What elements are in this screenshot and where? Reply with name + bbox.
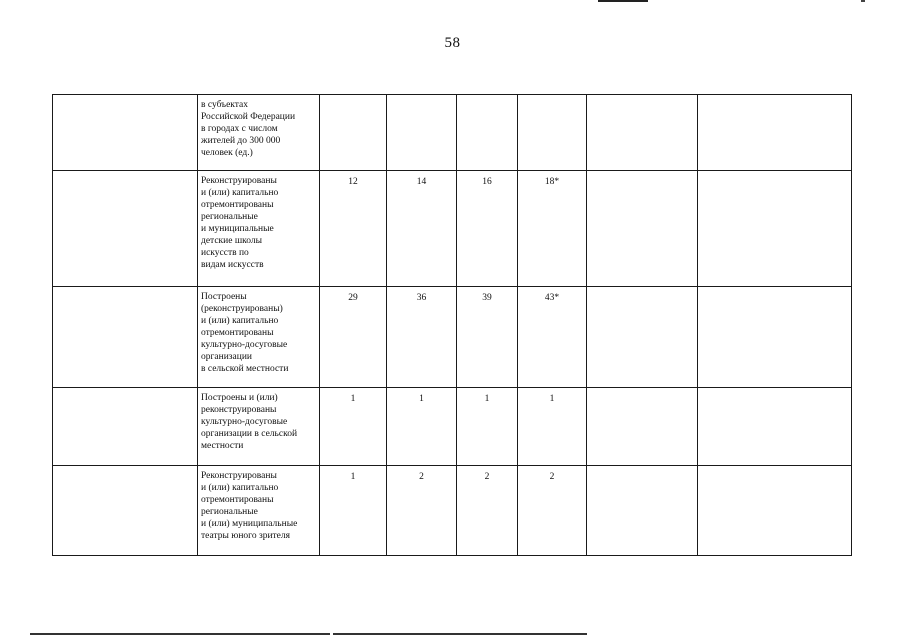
value-cell: 1 [518,388,587,466]
table-cell-blank [698,171,852,287]
description-line: Российской Федерации [201,112,296,122]
value-cell [387,95,457,171]
value-cell: 1 [320,388,387,466]
scan-artifact-top-mark [598,0,648,2]
value-cell: 16 [457,171,518,287]
description-line: театры юного зрителя [201,531,291,541]
description-line: культурно-досуговые [201,417,288,427]
page-number: 58 [444,35,461,51]
bottom-rule-right [333,633,587,635]
description-line: человек (ед.) [201,148,253,158]
value-cell: 36 [387,287,457,388]
value-cell: 14 [387,171,457,287]
value-cell [518,95,587,171]
description-line: в городах с числом [201,124,278,134]
value-cell: 39 [457,287,518,388]
description-line: (реконструированы) [201,304,283,314]
table-cell-blank [698,466,852,556]
value-cell: 29 [320,287,387,388]
scan-artifact-top-tick [861,0,865,2]
description-line: Построены [201,292,247,302]
indicator-description [198,388,320,466]
description-line: и (или) капитально [201,188,279,198]
value-cell: 12 [320,171,387,287]
value-cell: 2 [518,466,587,556]
indicator-description [198,287,320,388]
table-cell-blank [698,388,852,466]
description-line: и муниципальные [201,224,274,234]
table-cell-blank [53,466,198,556]
description-line: в субъектах [201,100,249,110]
description-line: и (или) капитально [201,483,279,493]
description-line: отремонтированы [201,328,274,338]
description-line: и (или) капитально [201,316,279,326]
description-line: Реконструированы [201,471,277,481]
table-cell-blank [587,95,698,171]
table-cell-blank [53,95,198,171]
indicators-table [52,94,852,556]
description-line: организации [201,352,253,362]
description-line: региональные [201,212,258,222]
description-line: в сельской местности [201,364,289,374]
description-line: отремонтированы [201,495,274,505]
value-cell: 1 [320,466,387,556]
table-row [53,466,852,556]
description-line: Построены и (или) [201,393,278,403]
table-row [53,287,852,388]
indicator-description [198,171,320,287]
table-cell-blank [587,388,698,466]
value-cell: 43* [518,287,587,388]
description-line: и (или) муниципальные [201,519,298,529]
value-cell: 1 [457,388,518,466]
description-line: региональные [201,507,258,517]
description-line: детские школы [201,236,263,246]
description-line: отремонтированы [201,200,274,210]
description-line: культурно-досуговые [201,340,288,350]
value-cell [320,95,387,171]
table-cell-blank [53,287,198,388]
description-line: местности [201,441,244,451]
value-cell: 2 [387,466,457,556]
table-cell-blank [587,171,698,287]
description-line: организации в сельской [201,429,298,439]
table-cell-blank [698,287,852,388]
description-line: жителей до 300 000 [201,136,281,146]
table-cell-blank [587,287,698,388]
value-cell: 18* [518,171,587,287]
value-cell [457,95,518,171]
table-row [53,171,852,287]
value-cell: 2 [457,466,518,556]
table-body [53,95,852,556]
table-cell-blank [698,95,852,171]
bottom-rule-left [30,633,330,635]
table-cell-blank [53,171,198,287]
description-line: реконструированы [201,405,277,415]
description-line: искусств по [201,248,249,258]
table-row [53,95,852,171]
table-cell-blank [53,388,198,466]
indicator-description [198,95,320,171]
value-cell: 1 [387,388,457,466]
description-line: видам искусств [201,260,264,270]
description-line: Реконструированы [201,176,277,186]
indicator-description [198,466,320,556]
table-cell-blank [587,466,698,556]
table-row [53,388,852,466]
